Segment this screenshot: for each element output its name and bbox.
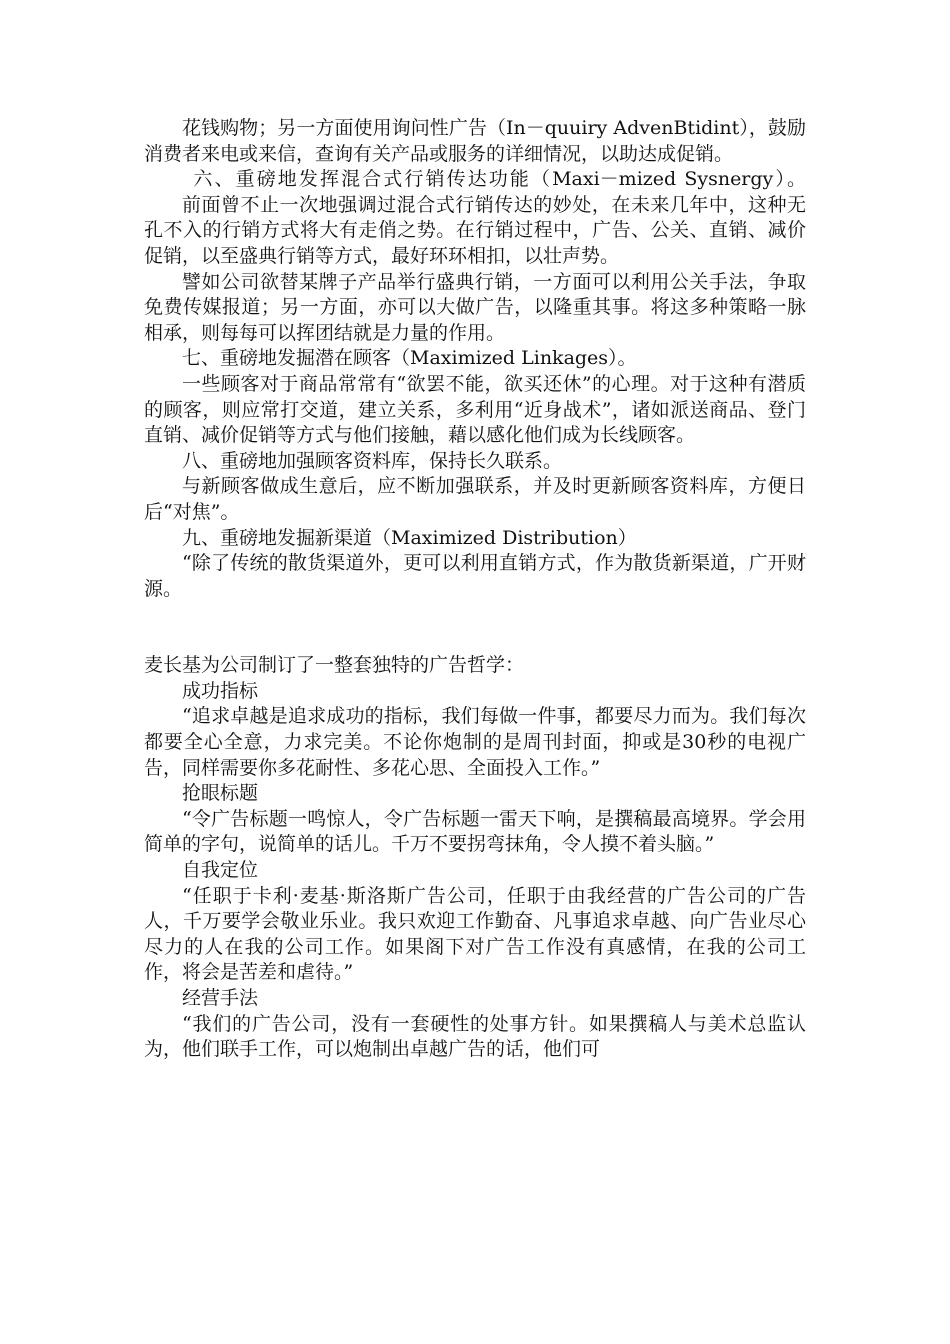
philosophy-text-management: “我们的广告公司，没有一套硬性的处事方针。如果撰稿人与美术总监认为，他们联手工作，可以炮制出卓越广告的话，他们可 xyxy=(144,1012,806,1061)
paragraph-potential-customers: 一些顾客对于商品常常有“欲罢不能，欲买还休”的心理。对于这种有潜质的顾客，则应常打交道，建立关系，多利用“近身战术”，诸如派送商品、登门直销、减价促销等方式与他们接触，藉以感化他们成为长线顾客。 xyxy=(144,372,806,447)
philosophy-text-success: “追求卓越是追求成功的指标，我们每做一件事，都要尽力而为。我们每次都要全心全意，力求完美。不论你炮制的是周刊封面，抑或是30秒的电视广告，同样需要你多花耐性、多花心思、全面投入工作。” xyxy=(144,705,806,779)
philosophy-title-success: 成功指标 xyxy=(182,679,259,702)
philosophy-text-headline: “令广告标题一鸣惊人，令广告标题一雷天下响，是撰稿最高境界。学会用简单的字句，说简单的话儿。千万不要拐弯抹角，令人摸不着头脑。” xyxy=(144,807,806,856)
philosophy-title-headline: 抢眼标题 xyxy=(182,782,259,805)
heading-six-mixed-marketing: 六、重磅地发挥混合式行销传达功能（Maxi－mized Sysnergy）。 xyxy=(193,168,806,191)
paragraph-customer-database: 与新顾客做成生意后，应不断加强联系，并及时更新顾客资料库，方便日后“对焦”。 xyxy=(144,475,806,523)
philosophy-title-positioning: 自我定位 xyxy=(182,859,259,882)
philosophy-text-positioning: “任职于卡利·麦基·斯洛斯广告公司，任职于由我经营的广告公司的广告人，千万要学会敬业乐业。我只欢迎工作勤奋、凡事追求卓越、向广告业尽心尽力的人在我的公司工作。如果阁下对广告工作没有真感情，在我的公司工作，将会是苦差和虐待。” xyxy=(144,884,806,984)
section-gap xyxy=(144,602,806,653)
paragraph-event-marketing-example: 譬如公司欲替某牌子产品举行盛典行销，一方面可以利用公关手法，争取免费传媒报道；另一方面，亦可以大做广告，以隆重其事。将这多种策略一脉相承，则每每可以挥团结就是力量的作用。 xyxy=(144,270,806,344)
document-page xyxy=(144,116,806,1063)
heading-seven-potential-customers: 七、重磅地发掘潜在顾客（Maximized Linkages）。 xyxy=(182,347,637,370)
heading-nine-new-channels: 九、重磅地发掘新渠道（Maximized Distribution） xyxy=(182,526,637,549)
paragraph-promotion-inquiry-ads: 花钱购物；另一方面使用询问性广告（In－quuiry AdvenBtidint），鼓励消费者来电或来信，查询有关产品或服务的详细情况，以助达成促销。 xyxy=(144,117,806,165)
paragraph-new-channels: “除了传统的散货渠道外，更可以利用直销方式，作为散货新渠道，广开财源。 xyxy=(144,552,806,600)
philosophy-title-management: 经营手法 xyxy=(182,987,259,1009)
paragraph-mixed-marketing: 前面曾不止一次地强调过混合式行销传达的妙处，在未来几年中，这种无孔不入的行销方式将大有走俏之势。在行销过程中，广告、公关、直销、减价促销，以至盛典行销等方式，最好环环相扣，以壮声势。 xyxy=(144,193,806,267)
heading-eight-customer-database: 八、重磅地加强顾客资料库，保持长久联系。 xyxy=(182,449,563,472)
section-intro: 麦长基为公司制订了一整套独特的广告哲学： xyxy=(144,654,525,677)
